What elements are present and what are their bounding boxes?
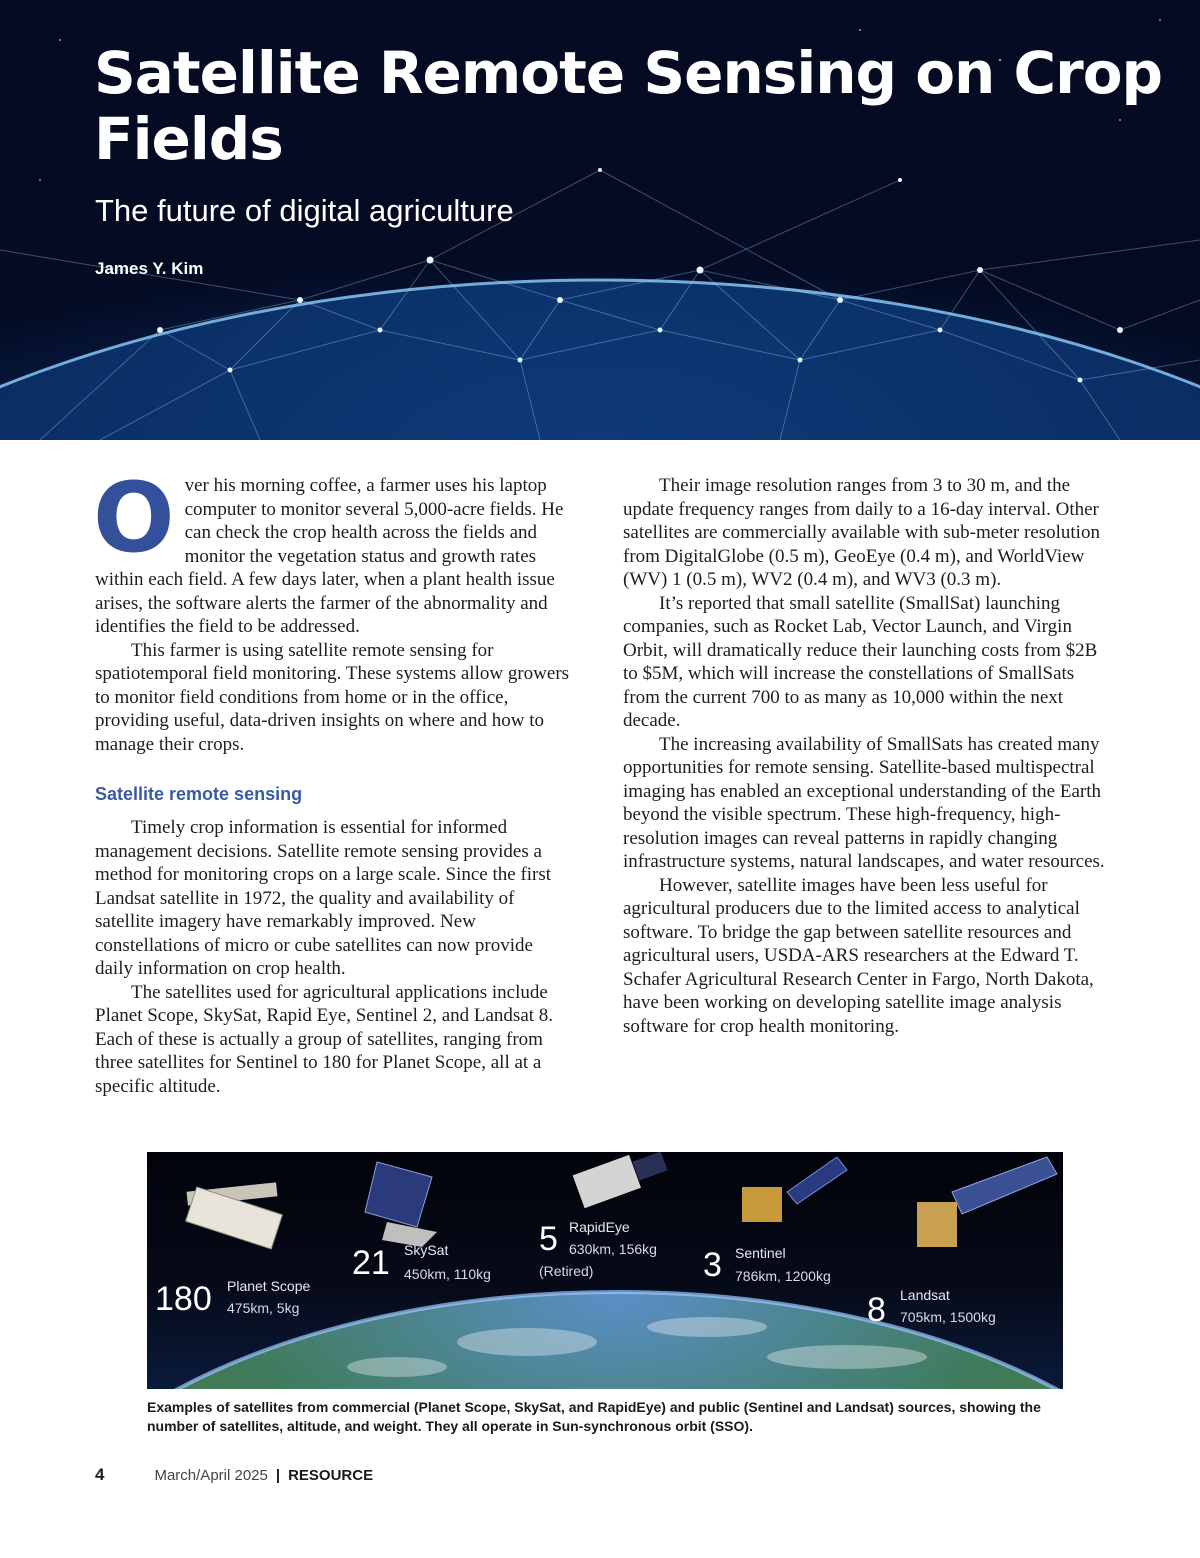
planet-scope-satellite-icon — [186, 1182, 283, 1249]
author-byline: James Y. Kim — [95, 259, 204, 278]
article-column-left — [93, 462, 575, 1098]
figure-caption: Examples of satellites from commercial (Planet Scope, SkySat, and RapidEye) and public (Sentinel and Landsat) sources, showing the number of satellites, altitude, and weight. They all operate in Sun-synchronous orbit (SSO). — [147, 1399, 1041, 1434]
satellite-figure — [147, 1152, 1063, 1389]
sentinel-spec: 786km, 1200kg — [735, 1268, 831, 1284]
body-paragraph: Timely crop information is essential for informed management decisions. Satellite remote sensing provides a method for monitoring crops on a large scale. Since the first Landsat satellite in 1972, the quality and availability of satellite imagery have remarkably improved. New constellations of micro or cube satellites can now provide daily information on crop health. — [95, 817, 552, 979]
planet-scope-count: 180 — [155, 1280, 212, 1318]
planet-scope-name: Planet Scope — [227, 1278, 311, 1294]
landsat-count: 8 — [867, 1291, 886, 1329]
rapideye-note: (Retired) — [539, 1263, 594, 1279]
body-paragraph: This farmer is using satellite remote sensing for spatiotemporal field monitoring. These systems allow growers to monitor field conditions from home or in the office, providing useful, data-driven insights on where and how to manage their crops. — [95, 639, 570, 755]
footer-separator: | — [275, 1467, 281, 1484]
article-column-right — [623, 474, 1105, 1038]
page-footer — [95, 1465, 373, 1485]
landsat-spec: 705km, 1500kg — [900, 1309, 996, 1325]
article-subtitle: The future of digital agriculture — [95, 193, 514, 228]
landsat-name: Landsat — [900, 1287, 950, 1303]
rapideye-count: 5 — [539, 1220, 558, 1258]
body-paragraph: Their image resolution ranges from 3 to 30 m, and the update frequency ranges from daily to a 16-day interval. Other satellites are commercially available with sub-meter resolution from DigitalGlobe (0.5 m), GeoEye (0.4 m), and WorldView (WV) 1 (0.5 m), WV2 (0.4 m), and WV3 (0.3 m). — [623, 475, 1100, 590]
skysat-satellite-icon — [365, 1162, 437, 1247]
sentinel-satellite-icon — [742, 1157, 847, 1222]
satellite-illustration — [147, 1152, 1063, 1389]
skysat-name: SkySat — [404, 1242, 449, 1258]
skysat-spec: 450km, 110kg — [404, 1266, 491, 1282]
body-paragraph: However, satellite images have been less useful for agricultural producers due to the limited access to analytical software. To bridge the gap between satellite resources and agricultural users, USDA-ARS researchers at the Edward T. Schafer Agricultural Research Center in Fargo, North Dakota, have been working on developing satellite image analysis software for crop health monitoring. — [623, 874, 1094, 1037]
body-paragraph: The satellites used for agricultural applications include Planet Scope, SkySat, Rapid Eye, Sentinel 2, and Landsat 8. Each of these is actually a group of satellites, ranging from three satellites for Sentinel to 180 for Planet Scope, all at a specific altitude. — [95, 981, 554, 1097]
publication-name: RESOURCE — [288, 1467, 374, 1484]
rapideye-satellite-icon — [573, 1152, 668, 1208]
page-number: 4 — [95, 1465, 105, 1484]
hero-banner — [0, 0, 1200, 440]
rapideye-spec: 630km, 156kg — [569, 1241, 657, 1257]
skysat-count: 21 — [352, 1244, 390, 1282]
sentinel-count: 3 — [703, 1246, 722, 1284]
intro-paragraph — [93, 462, 575, 639]
body-paragraph: The increasing availability of SmallSats has created many opportunities for remote sensing. Satellite-based multispectral imaging has enabled an exceptional understanding of the Earth beyond the visible spectrum. These high-frequency, high-resolution images can reveal patterns in rapidly changing infrastructure systems, natural landscapes, and water resources. — [623, 733, 1105, 872]
article-title: Satellite Remote Sensing on Crop Fields — [94, 39, 1163, 173]
landsat-satellite-icon — [917, 1157, 1057, 1247]
body-paragraph: It’s reported that small satellite (SmallSat) launching companies, such as Rocket Lab, Vector Launch, and Virgin Orbit, will dramatically reduce their launching costs from $2B to $5M, which will increase the constellations of SmallSats from the current 700 to as many as 10,000 within the next decade. — [623, 592, 1098, 731]
planet-scope-spec: 475km, 5kg — [227, 1300, 300, 1316]
rapideye-name: RapidEye — [569, 1219, 630, 1235]
intro-paragraph-text: ver his morning coffee, a farmer uses his laptop computer to monitor several 5,000-acre fields. He can check the crop health across the fields and monitor the vegetation status and growth rates within each field. A few days later, when a plant health issue arises, the software alerts the farmer of the abnormality and identifies the field to be addressed. — [95, 475, 564, 637]
drop-cap: O — [93, 462, 175, 574]
sentinel-name: Sentinel — [735, 1245, 786, 1261]
issue-date: March/April 2025 — [154, 1467, 268, 1484]
section-heading: Satellite remote sensing — [95, 784, 303, 804]
